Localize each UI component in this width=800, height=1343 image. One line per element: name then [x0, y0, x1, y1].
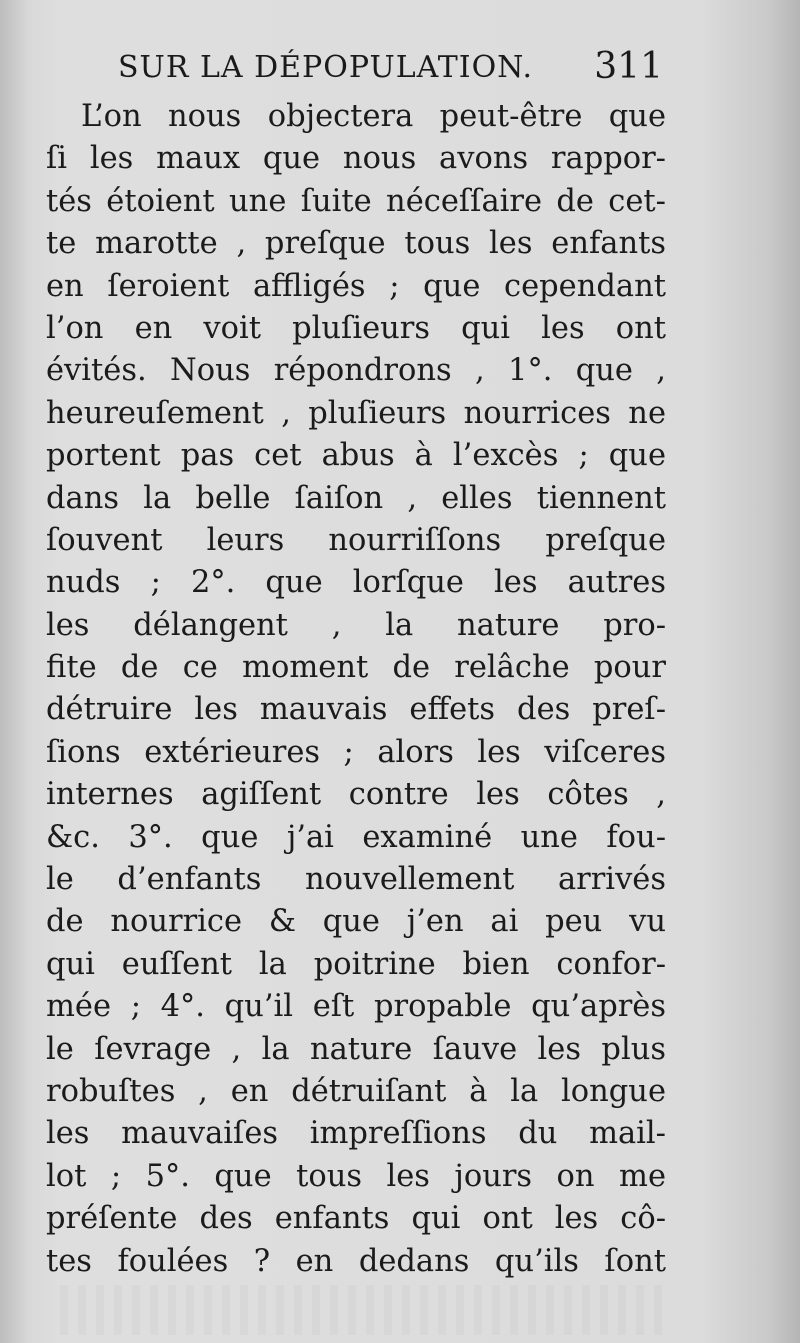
- text-line: tes foulées ? en dedans qu’ils ſont: [46, 1243, 666, 1279]
- text-line: ſi les maux que nous avons rappor-: [46, 141, 666, 177]
- text-line: mée ; 4°. qu’il eſt propable qu’après: [46, 989, 666, 1025]
- text-line: te marotte , preſque tous les enfants: [46, 226, 666, 262]
- text-line: heureuſement , pluſieurs nourrices ne: [46, 395, 666, 431]
- text-line: les mauvaiſes impreſſions du mail-: [46, 1116, 666, 1152]
- text-line: préſente des enfants qui ont les cô-: [46, 1201, 666, 1237]
- text-line: tés étoient une ſuite néceſſaire de cet-: [46, 183, 666, 219]
- text-line: L’on nous objectera peut-être que: [81, 99, 666, 134]
- text-line: &c. 3°. que j’ai examiné une fou-: [46, 819, 666, 855]
- text-line: ſions extérieures ; alors les viſceres: [46, 734, 666, 770]
- page-header: [118, 46, 663, 94]
- text-line: détruire les mauvais effets des preſ-: [46, 692, 666, 728]
- body-text: [46, 96, 666, 1283]
- text-line: robuſtes , en détruiſant à la longue: [46, 1073, 666, 1109]
- text-line: dans la belle ſaiſon , elles tiennent: [46, 480, 666, 516]
- running-title: SUR LA DÉPOPULATION.: [118, 50, 534, 85]
- page-number: 311: [594, 46, 663, 87]
- text-line: qui euſſent la poitrine bien confor-: [46, 946, 666, 982]
- text-line: ſouvent leurs nourriſſons preſque: [46, 522, 666, 558]
- text-line: internes agiſſent contre les côtes ,: [46, 777, 666, 813]
- text-line: le ſevrage , la nature ſauve les plus: [46, 1031, 666, 1067]
- show-through-texture: [60, 1285, 670, 1335]
- text-line: de nourrice & que j’en ai peu vu: [46, 904, 666, 940]
- text-line: nuds ; 2°. que lorſque les autres: [46, 565, 666, 601]
- text-line: l’on en voit pluſieurs qui les ont: [46, 310, 666, 346]
- text-line: le d’enfants nouvellement arrivés: [46, 862, 666, 898]
- text-line: évités. Nous répondrons , 1°. que ,: [46, 353, 666, 389]
- text-line: fite de ce moment de relâche pour: [46, 650, 666, 686]
- text-line: en ſeroient affligés ; que cependant: [46, 268, 666, 304]
- text-line: les délangent , la nature pro-: [46, 607, 666, 643]
- text-line: lot ; 5°. que tous les jours on me: [46, 1158, 666, 1194]
- text-line: portent pas cet abus à l’excès ; que: [46, 438, 666, 474]
